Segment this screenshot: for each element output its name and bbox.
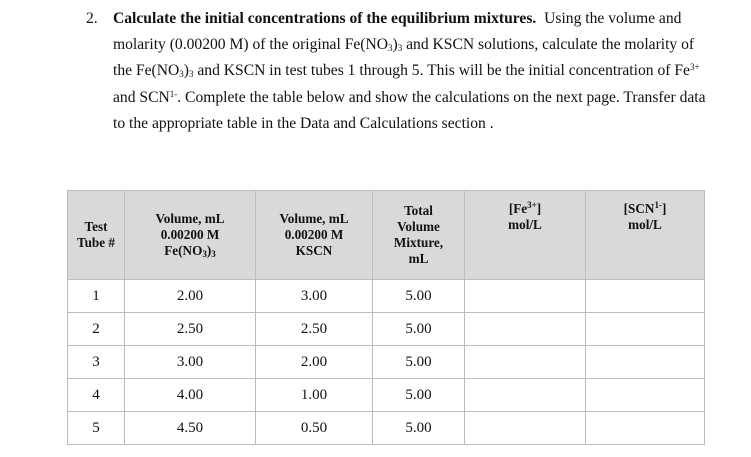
initial-concentrations-table xyxy=(67,190,705,445)
header-line: KSCN xyxy=(295,243,333,258)
cell-fe-concentration[interactable] xyxy=(465,280,586,313)
cell-tube: 4 xyxy=(68,379,125,412)
cell-kscn-volume: 0.50 xyxy=(256,412,373,445)
header-line: Volume xyxy=(397,219,440,234)
cell-kscn-volume: 1.00 xyxy=(256,379,373,412)
cell-fe-volume: 2.50 xyxy=(125,313,256,346)
superscript: 1- xyxy=(169,88,178,99)
header-line: Test xyxy=(84,219,108,234)
header-kscn-volume xyxy=(256,191,373,280)
question-text-part: Using the volume and molarity (0.00200 M) of the original Fe(NO xyxy=(113,10,682,54)
header-line: 0.00200 M xyxy=(284,227,344,242)
header-total-volume xyxy=(373,191,465,280)
subscript: 3 xyxy=(188,69,194,80)
header-line: mL xyxy=(408,251,429,266)
question-text-part: and KSCN solutions, calculate the molarity of the Fe(NO xyxy=(113,36,695,80)
cell-total-volume: 5.00 xyxy=(373,346,465,379)
cell-total-volume: 5.00 xyxy=(373,412,465,445)
table-header-row xyxy=(68,191,705,280)
question-text-part: ) xyxy=(183,62,189,80)
cell-scn-concentration[interactable] xyxy=(586,280,705,313)
subscript: 3 xyxy=(397,43,403,54)
cell-fe-concentration[interactable] xyxy=(465,412,586,445)
header-line: Tube # xyxy=(77,235,115,250)
header-line: Volume, mL xyxy=(155,211,225,226)
question-text-part: . Complete the table below and show the calculations on the next page. Transfer data to the appropriate table in the Data and Calculations section . xyxy=(113,88,706,132)
cell-fe-concentration[interactable] xyxy=(465,379,586,412)
cell-fe-concentration[interactable] xyxy=(465,346,586,379)
cell-total-volume: 5.00 xyxy=(373,280,465,313)
cell-fe-concentration[interactable] xyxy=(465,313,586,346)
header-line: [Fe xyxy=(508,201,528,216)
header-line: Total xyxy=(404,203,433,218)
cell-tube: 3 xyxy=(68,346,125,379)
cell-total-volume: 5.00 xyxy=(373,379,465,412)
question-text-part: and KSCN in test tubes 1 through 5. This will be the initial concentration of Fe xyxy=(193,62,690,80)
superscript: 1- xyxy=(654,200,662,210)
question-text xyxy=(113,6,706,137)
cell-tube: 1 xyxy=(68,280,125,313)
header-fe-concentration xyxy=(465,191,586,280)
question-text-part: ) xyxy=(392,36,398,54)
cell-tube: 5 xyxy=(68,412,125,445)
cell-scn-concentration[interactable] xyxy=(586,313,705,346)
header-line: Fe(NO xyxy=(164,243,203,258)
question-2 xyxy=(86,6,706,137)
cell-tube: 2 xyxy=(68,313,125,346)
header-line: Volume, mL xyxy=(279,211,349,226)
subscript: 3 xyxy=(179,69,184,80)
cell-kscn-volume: 2.00 xyxy=(256,346,373,379)
header-line: [SCN xyxy=(623,201,655,216)
cell-fe-volume: 3.00 xyxy=(125,346,256,379)
cell-kscn-volume: 2.50 xyxy=(256,313,373,346)
header-line: ) xyxy=(206,243,212,258)
table-row xyxy=(68,346,705,379)
table-row xyxy=(68,412,705,445)
cell-fe-volume: 4.50 xyxy=(125,412,256,445)
question-text-part: and SCN xyxy=(113,88,170,106)
header-line: mol/L xyxy=(508,217,542,232)
subscript: 3 xyxy=(202,249,207,259)
table-row xyxy=(68,313,705,346)
cell-fe-volume: 2.00 xyxy=(125,280,256,313)
question-title: Calculate the initial concentrations of the equilibrium mixtures. xyxy=(113,10,537,27)
superscript: 3+ xyxy=(689,62,700,73)
header-test-tube xyxy=(68,191,125,280)
header-fe-volume xyxy=(125,191,256,280)
question-number: 2. xyxy=(86,10,98,27)
header-scn-concentration xyxy=(586,191,705,280)
cell-fe-volume: 4.00 xyxy=(125,379,256,412)
subscript: 3 xyxy=(211,249,216,259)
header-line: 0.00200 M xyxy=(160,227,220,242)
table-row xyxy=(68,379,705,412)
header-line: ] xyxy=(661,201,667,216)
cell-scn-concentration[interactable] xyxy=(586,379,705,412)
subscript: 3 xyxy=(388,43,393,54)
cell-total-volume: 5.00 xyxy=(373,313,465,346)
table-row xyxy=(68,280,705,313)
cell-scn-concentration[interactable] xyxy=(586,346,705,379)
header-line: ] xyxy=(536,201,542,216)
header-line: Mixture, xyxy=(393,235,444,250)
cell-kscn-volume: 3.00 xyxy=(256,280,373,313)
header-line: mol/L xyxy=(628,217,662,232)
cell-scn-concentration[interactable] xyxy=(586,412,705,445)
superscript: 3+ xyxy=(527,200,537,210)
